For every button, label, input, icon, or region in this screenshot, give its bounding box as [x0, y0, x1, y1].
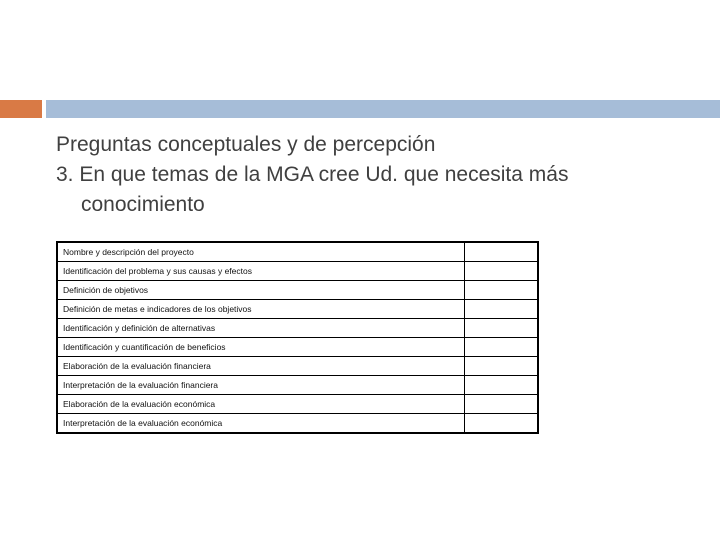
table-row — [57, 262, 538, 281]
table-row — [57, 319, 538, 338]
table-row — [57, 281, 538, 300]
topic-label: Definición de objetivos — [57, 281, 464, 300]
answer-cell[interactable] — [464, 395, 538, 414]
table-row — [57, 242, 538, 262]
answer-cell[interactable] — [464, 357, 538, 376]
topic-label: Interpretación de la evaluación financiera — [57, 376, 464, 395]
table-row — [57, 376, 538, 395]
answer-cell[interactable] — [464, 338, 538, 357]
slide-body — [56, 130, 696, 220]
answer-cell[interactable] — [464, 300, 538, 319]
answer-cell[interactable] — [464, 281, 538, 300]
accent-bar — [0, 100, 42, 118]
answer-cell[interactable] — [464, 319, 538, 338]
answer-cell[interactable] — [464, 242, 538, 262]
table-row — [57, 414, 538, 434]
topic-label: Elaboración de la evaluación económica — [57, 395, 464, 414]
topic-label: Identificación y definición de alternativas — [57, 319, 464, 338]
table-row — [57, 357, 538, 376]
table-row — [57, 395, 538, 414]
topic-label: Nombre y descripción del proyecto — [57, 242, 464, 262]
header-bar — [46, 100, 720, 118]
table-row — [57, 300, 538, 319]
slide-question: 3. En que temas de la MGA cree Ud. que necesita más conocimiento — [56, 163, 569, 216]
answer-cell[interactable] — [464, 262, 538, 281]
topic-label: Identificación y cuantificación de beneficios — [57, 338, 464, 357]
topic-label: Elaboración de la evaluación financiera — [57, 357, 464, 376]
table-row — [57, 338, 538, 357]
answer-cell[interactable] — [464, 414, 538, 434]
answer-cell[interactable] — [464, 376, 538, 395]
topic-label: Interpretación de la evaluación económica — [57, 414, 464, 434]
topics-table — [56, 241, 539, 434]
slide-heading: Preguntas conceptuales y de percepción — [56, 133, 436, 156]
topic-label: Identificación del problema y sus causas y efectos — [57, 262, 464, 281]
topic-label: Definición de metas e indicadores de los objetivos — [57, 300, 464, 319]
